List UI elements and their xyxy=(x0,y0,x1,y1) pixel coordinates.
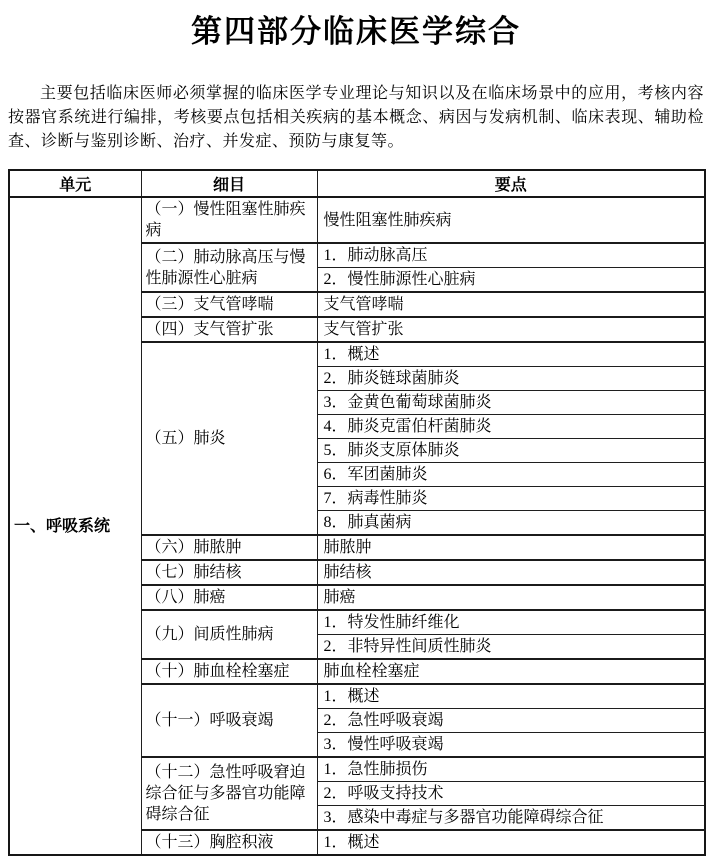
column-header-points: 要点 xyxy=(317,170,705,197)
point-cell: 2．慢性肺源性心脏病 xyxy=(317,268,705,293)
point-cell: 2．呼吸支持技术 xyxy=(317,782,705,806)
point-cell: 6．军团菌肺炎 xyxy=(317,463,705,487)
table-row xyxy=(9,197,705,243)
column-header-unit: 单元 xyxy=(9,170,141,197)
item-cell: （十一）呼吸衰竭 xyxy=(141,684,317,757)
point-cell: 3．感染中毒症与多器官功能障碍综合征 xyxy=(317,806,705,831)
item-cell: （三）支气管哮喘 xyxy=(141,292,317,317)
point-cell: 支气管扩张 xyxy=(317,317,705,342)
item-cell: （一）慢性阻塞性肺疾病 xyxy=(141,197,317,243)
item-cell: （四）支气管扩张 xyxy=(141,317,317,342)
point-cell: 7．病毒性肺炎 xyxy=(317,487,705,511)
point-cell: 肺结核 xyxy=(317,560,705,585)
point-cell: 1．急性肺损伤 xyxy=(317,757,705,782)
point-cell: 3．金黄色葡萄球菌肺炎 xyxy=(317,391,705,415)
table-body xyxy=(9,197,705,855)
item-cell: （十二）急性呼吸窘迫综合征与多器官功能障碍综合征 xyxy=(141,757,317,830)
point-cell: 2．急性呼吸衰竭 xyxy=(317,709,705,733)
item-cell: （十三）胸腔积液 xyxy=(141,830,317,855)
point-cell: 慢性阻塞性肺疾病 xyxy=(317,197,705,243)
column-header-item: 细目 xyxy=(141,170,317,197)
point-cell: 支气管哮喘 xyxy=(317,292,705,317)
point-cell: 1．概述 xyxy=(317,684,705,709)
item-cell: （五）肺炎 xyxy=(141,342,317,535)
point-cell: 肺癌 xyxy=(317,585,705,610)
item-cell: （二）肺动脉高压与慢性肺源性心脏病 xyxy=(141,243,317,292)
item-cell: （九）间质性肺病 xyxy=(141,610,317,659)
table-header-row xyxy=(9,170,705,197)
point-cell: 1．概述 xyxy=(317,342,705,367)
point-cell: 2．非特异性间质性肺炎 xyxy=(317,635,705,660)
point-cell: 肺血栓栓塞症 xyxy=(317,659,705,684)
item-cell: （十）肺血栓栓塞症 xyxy=(141,659,317,684)
item-cell: （六）肺脓肿 xyxy=(141,535,317,560)
intro-paragraph: 主要包括临床医师必须掌握的临床医学专业理论与知识以及在临床场景中的应用，考核内容按器官系统进行编排，考核要点包括相关疾病的基本概念、病因与发病机制、临床表现、辅助检查、诊断与鉴别诊断、治疗、并发症、预防与康复等。 xyxy=(8,85,704,150)
point-cell: 3．慢性呼吸衰竭 xyxy=(317,733,705,758)
point-cell: 1．肺动脉高压 xyxy=(317,243,705,268)
syllabus-table xyxy=(8,169,706,856)
point-cell: 1．概述 xyxy=(317,830,705,855)
point-cell: 4．肺炎克雷伯杆菌肺炎 xyxy=(317,415,705,439)
point-cell: 5．肺炎支原体肺炎 xyxy=(317,439,705,463)
point-cell: 肺脓肿 xyxy=(317,535,705,560)
point-cell: 2．肺炎链球菌肺炎 xyxy=(317,367,705,391)
point-cell: 8．肺真菌病 xyxy=(317,511,705,536)
point-cell: 1．特发性肺纤维化 xyxy=(317,610,705,635)
unit-cell: 一、呼吸系统 xyxy=(9,197,141,855)
item-cell: （七）肺结核 xyxy=(141,560,317,585)
item-cell: （八）肺癌 xyxy=(141,585,317,610)
page-title: 第四部分临床医学综合 xyxy=(191,14,521,49)
document-page xyxy=(0,12,712,849)
